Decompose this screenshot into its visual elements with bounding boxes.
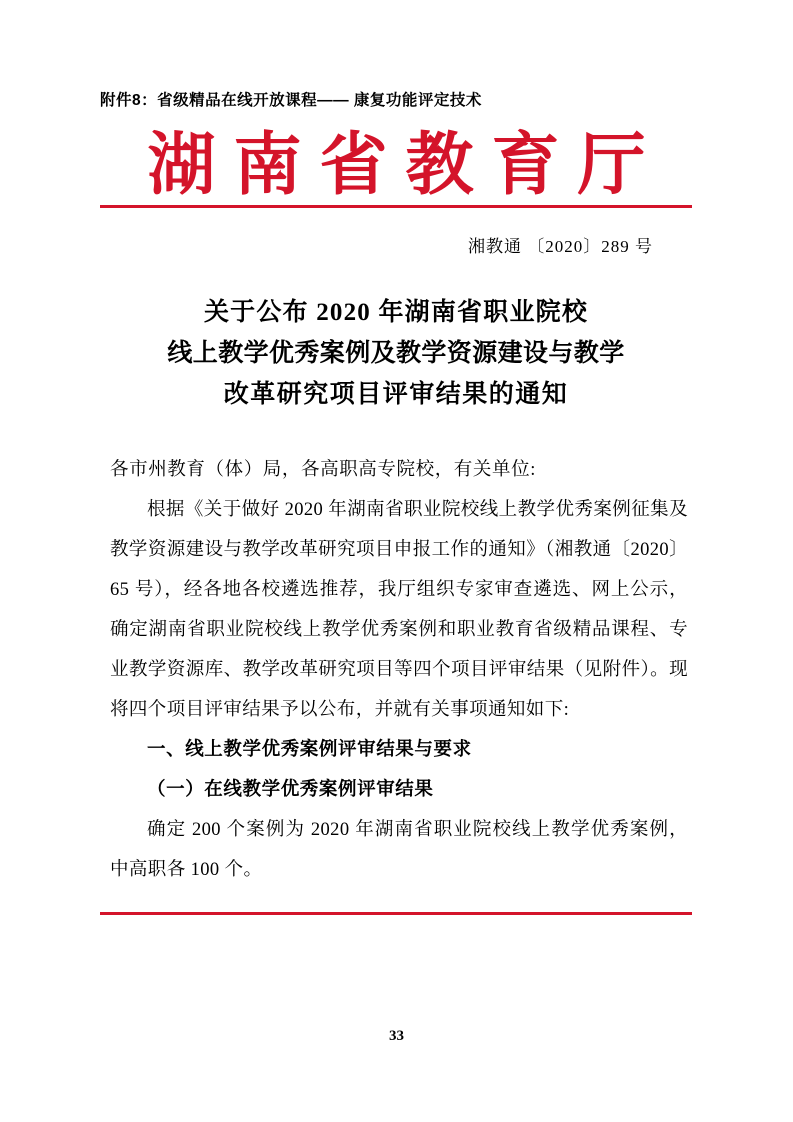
document-title-line-1: 关于公布 2020 年湖南省职业院校 xyxy=(203,299,589,326)
issuing-authority-title: 湖南省教育厅 xyxy=(147,127,664,203)
masthead-divider-top xyxy=(100,205,692,208)
footer-divider xyxy=(100,912,692,915)
document-number: 湘教通 〔2020〕289 号 xyxy=(468,237,653,256)
section-heading-1: 一、线上教学优秀案例评审结果与要求 xyxy=(147,740,472,760)
attachment-header: 附件8：省级精品在线开放课程—— 康复功能评定技术 xyxy=(100,92,482,109)
document-title-line-3: 改革研究项目评审结果的通知 xyxy=(223,381,569,408)
document-title xyxy=(120,292,672,415)
section-heading-2: （一）在线教学优秀案例评审结果 xyxy=(147,780,434,800)
document-title-line-2: 线上教学优秀案例及教学资源建设与教学 xyxy=(167,340,625,367)
masthead xyxy=(0,128,793,203)
page-number: 33 xyxy=(389,1028,404,1044)
body-paragraph-1: 根据《关于做好 2020 年湖南省职业院校线上教学优秀案例征集及教学资源建设与教学改革研究项目申报工作的通知》（湘教通〔2020〕65 号），经各地各校遴选推荐，我厅组织专家审查遴选、网上公示，确定湖南省职业院校线上教学优秀案例和职业教育省级精品课程、专业教学资源库、教学改革研究项目等四个项目评审结果（见附件）。现将四个项目评审结果予以公布，并就有关事项通知如下: xyxy=(110,500,688,720)
document-body xyxy=(110,450,688,890)
salutation: 各市州教育（体）局，各高职高专院校，有关单位: xyxy=(110,460,536,480)
body-paragraph-2: 确定 200 个案例为 2020 年湖南省职业院校线上教学优秀案例，中高职各 100 个。 xyxy=(110,820,688,880)
